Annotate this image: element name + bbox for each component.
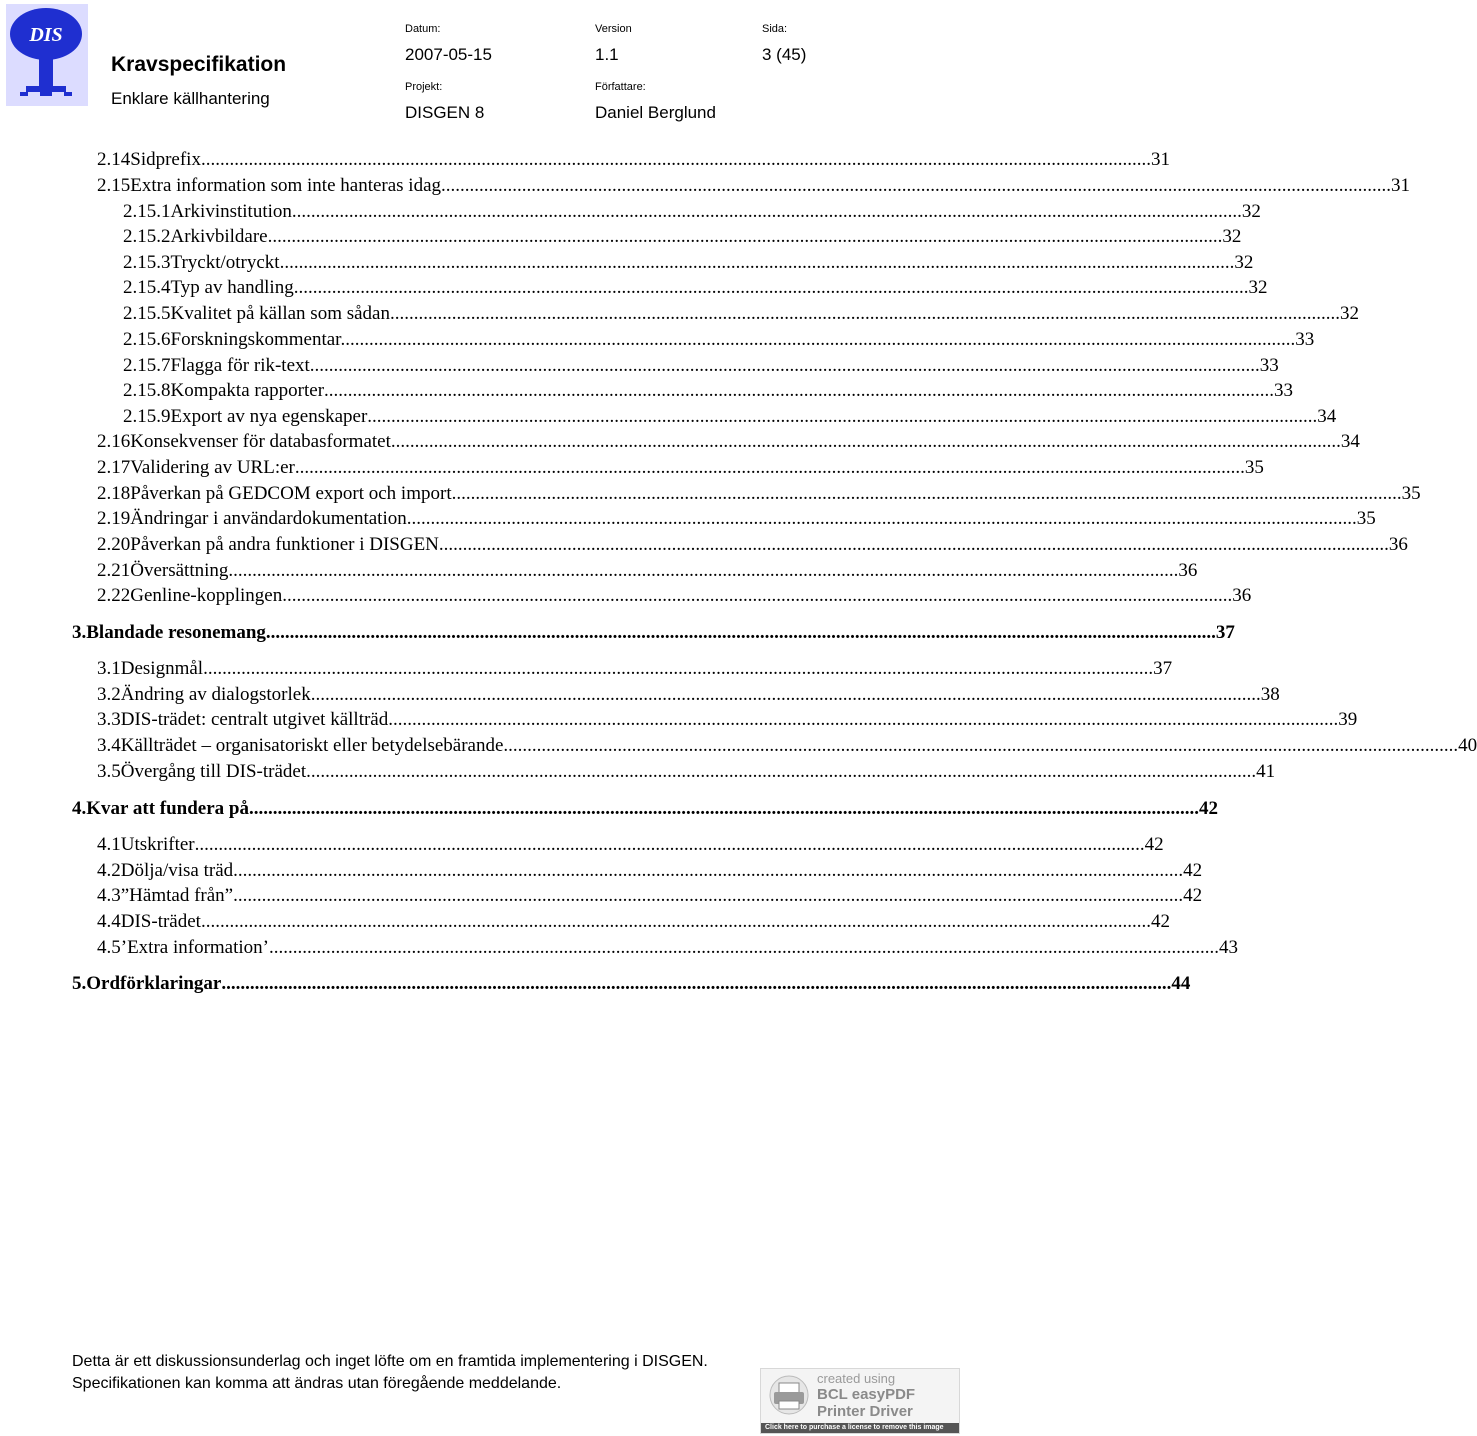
toc-leader-dots: ........................................................................................................................................................................................................	[294, 457, 1245, 478]
toc-entry-number: 3.	[72, 622, 87, 643]
toc-entry[interactable]	[97, 534, 1408, 556]
toc-entry-number: 2.15.4	[123, 277, 171, 298]
footer-disclaimer-line1: Detta är ett diskussionsunderlag och inget löfte om en framtida implementering i DISGEN.	[72, 1353, 708, 1370]
toc-entry-title: Påverkan på andra funktioner i DISGEN	[130, 534, 439, 555]
toc-entry-page: 36	[1232, 585, 1252, 606]
toc-entry-title: Konsekvenser för databasformatet	[130, 431, 391, 452]
toc-entry-page: 42	[1150, 911, 1170, 932]
toc-entry-page: 42	[1183, 860, 1203, 881]
toc-entry[interactable]	[97, 431, 1360, 453]
toc-entry-number: 4.	[72, 798, 87, 819]
toc-entry-title: Kvar att fundera på	[86, 798, 249, 819]
toc-leader-dots: ........................................................................................................................................................................................................	[203, 658, 1154, 679]
toc-leader-dots: ........................................................................................................................................................................................................	[441, 175, 1392, 196]
toc-entry[interactable]	[72, 622, 1235, 644]
toc-entry-title: Ändring av dialogstorlek	[120, 684, 311, 705]
author-value: Daniel Berglund	[595, 103, 716, 122]
toc-leader-dots: ........................................................................................................................................................................................................	[390, 431, 1341, 452]
toc-entry[interactable]	[72, 973, 1191, 995]
toc-entry[interactable]	[97, 149, 1170, 171]
author-label: Författare:	[595, 81, 646, 93]
toc-entry-page: 42	[1198, 798, 1218, 819]
toc-entry-number: 2.15.3	[123, 252, 171, 273]
toc-entry-number: 2.19	[97, 508, 131, 529]
toc-entry-page: 33	[1274, 380, 1294, 401]
toc-entry-page: 39	[1338, 709, 1358, 730]
toc-entry-title: DIS-trädet: centralt utgivet källträd	[120, 709, 389, 730]
printer-icon	[767, 1375, 811, 1415]
badge-purchase-bar[interactable]	[761, 1423, 959, 1433]
toc-leader-dots: ........................................................................................................................................................................................................	[508, 735, 1459, 756]
toc-entry-title: Arkivbildare.	[170, 226, 273, 247]
logo-text: DIS	[29, 24, 63, 46]
toc-entry[interactable]	[123, 380, 1294, 402]
toc-entry[interactable]	[97, 834, 1164, 856]
toc-entry-title: ”Hämtad från”	[120, 885, 234, 906]
toc-entry-page: 35	[1356, 508, 1376, 529]
toc-entry-title: Övergång till DIS-trädet	[120, 761, 307, 782]
toc-entry-number: 3.4	[97, 735, 121, 756]
project-label: Projekt:	[405, 81, 443, 93]
toc-leader-dots: ........................................................................................................................................................................................................	[228, 560, 1179, 581]
toc-leader-dots: ........................................................................................................................................................................................................	[200, 149, 1151, 170]
toc-entry[interactable]	[97, 457, 1264, 479]
toc-entry-page: 42	[1183, 885, 1203, 906]
toc-leader-dots: ........................................................................................................................................................................................................	[388, 709, 1339, 730]
toc-leader-dots: ........................................................................................................................................................................................................	[345, 329, 1296, 350]
footer-disclaimer-line2: Specifikationen kan komma att ändras utan föregående meddelande.	[72, 1375, 562, 1392]
toc-entry-number: 2.15.6	[123, 329, 171, 350]
toc-entry[interactable]	[97, 684, 1280, 706]
toc-entry-number: 2.20	[97, 534, 131, 555]
toc-entry-title: Översättning	[130, 560, 229, 581]
toc-entry[interactable]	[123, 406, 1337, 428]
toc-entry-title: Utskrifter	[120, 834, 195, 855]
toc-entry-number: 2.15.5	[123, 303, 171, 324]
toc-entry-page: 32	[1340, 303, 1359, 324]
toc-leader-dots: ........................................................................................................................................................................................................	[233, 860, 1184, 881]
toc-entry[interactable]	[97, 761, 1276, 783]
toc-entry-title: Kompakta rapporter	[170, 380, 325, 401]
toc-entry-page: 33	[1295, 329, 1315, 350]
date-label: Datum:	[405, 23, 441, 35]
toc-entry[interactable]	[97, 735, 1477, 757]
toc-entry-page: 38	[1260, 684, 1280, 705]
badge-line3: Printer Driver	[817, 1403, 913, 1420]
toc-entry[interactable]	[72, 798, 1218, 820]
toc-leader-dots: ........................................................................................................................................................................................................	[265, 622, 1216, 643]
toc-entry-page: 41	[1256, 761, 1276, 782]
toc-entry-number: 2.15.9	[123, 406, 171, 427]
toc-entry-number: 2.15	[97, 175, 131, 196]
toc-entry[interactable]	[97, 911, 1170, 933]
toc-entry-page: 43	[1219, 937, 1239, 958]
toc-entry-number: 3.5	[97, 761, 121, 782]
toc-entry-title: Genline-kopplingen	[130, 585, 283, 606]
toc-entry-page: 32	[1222, 226, 1242, 247]
toc-entry-number: 2.17	[97, 457, 131, 478]
toc-entry-title: Sidprefix	[130, 149, 201, 170]
toc-entry[interactable]	[97, 175, 1411, 197]
toc-entry-number: 4.2	[97, 860, 121, 881]
toc-leader-dots: ........................................................................................................................................................................................................	[248, 798, 1199, 819]
toc-leader-dots: ........................................................................................................................................................................................................	[194, 834, 1145, 855]
toc-leader-dots: ........................................................................................................................................................................................................	[306, 761, 1257, 782]
document-title: Kravspecifikation	[111, 53, 287, 76]
toc-entry-page: 34	[1317, 406, 1337, 427]
toc-entry-page: 32	[1234, 252, 1254, 273]
toc-entry[interactable]	[97, 658, 1173, 680]
toc-entry-number: 2.22	[97, 585, 131, 606]
toc-entry-page: 32	[1248, 277, 1268, 298]
toc-entry[interactable]	[97, 860, 1203, 882]
toc-entry-page: 31	[1150, 149, 1170, 170]
date-value: 2007-05-15	[405, 45, 492, 64]
toc-entry-number: 4.3	[97, 885, 121, 906]
toc-entry-title: Källträdet – organisatoriskt eller betydelsebärande.	[120, 735, 509, 756]
toc-entry-page: 34	[1340, 431, 1360, 452]
toc-entry[interactable]	[123, 355, 1279, 377]
badge-line2: BCL easyPDF	[817, 1386, 916, 1403]
toc-entry-title: ’Extra information’	[120, 937, 270, 958]
toc-entry-title: Designmål	[120, 658, 204, 679]
toc-entry[interactable]	[97, 508, 1376, 530]
toc-leader-dots: ........................................................................................................................................................................................................	[282, 585, 1233, 606]
toc-entry-page: 42	[1144, 834, 1164, 855]
toc-entry-title: Validering av URL:er	[130, 457, 295, 478]
toc-entry-page: 36	[1178, 560, 1198, 581]
toc-entry-title: Blandade resonemang	[86, 622, 266, 643]
toc-entry-page: 36	[1388, 534, 1408, 555]
toc-entry[interactable]	[97, 560, 1198, 582]
toc-entry-page: 33	[1259, 355, 1279, 376]
toc-entry-number: 4.5	[97, 937, 121, 958]
toc-leader-dots: ........................................................................................................................................................................................................	[390, 303, 1340, 324]
toc-entry-title: Arkivinstitution	[170, 201, 292, 222]
toc-entry-number: 3.1	[97, 658, 121, 679]
version-label: Version	[595, 23, 632, 35]
toc-entry-title: Extra information som inte hanteras idag	[130, 175, 442, 196]
toc-entry[interactable]	[123, 226, 1242, 248]
document-subtitle: Enklare källhantering	[111, 89, 270, 108]
toc-leader-dots: ........................................................................................................................................................................................................	[310, 684, 1261, 705]
toc-entry[interactable]	[123, 303, 1359, 325]
toc-entry-number: 2.15.1	[123, 201, 171, 222]
toc-leader-dots: ........................................................................................................................................................................................................	[291, 201, 1242, 222]
toc-entry-number: 3.3	[97, 709, 121, 730]
toc-entry[interactable]	[123, 201, 1261, 223]
toc-entry-page: 37	[1153, 658, 1173, 679]
toc-leader-dots: ........................................................................................................................................................................................................	[284, 252, 1235, 273]
toc-entry[interactable]	[123, 277, 1268, 299]
toc-entry-title: Dölja/visa träd	[120, 860, 234, 881]
project-value: DISGEN 8	[405, 103, 485, 122]
toc-leader-dots: ........................................................................................................................................................................................................	[367, 406, 1318, 427]
toc-leader-dots: ........................................................................................................................................................................................................	[221, 973, 1172, 994]
badge-line1: created using	[817, 1371, 896, 1386]
toc-entry-title: Tryckt/otryckt.	[170, 252, 285, 273]
toc-entry-title: Påverkan på GEDCOM export och import	[130, 483, 452, 504]
toc-leader-dots: ........................................................................................................................................................................................................	[272, 226, 1223, 247]
toc-entry[interactable]	[97, 937, 1239, 959]
toc-entry-title: Ordförklaringar	[86, 973, 222, 994]
toc-leader-dots: ........................................................................................................................................................................................................	[451, 483, 1402, 504]
toc-entry-title: DIS-trädet	[120, 911, 201, 932]
toc-leader-dots: ........................................................................................................................................................................................................	[298, 277, 1249, 298]
toc-entry-page: 44	[1171, 973, 1191, 994]
pdf-creator-badge[interactable]	[760, 1368, 960, 1434]
toc-entry-number: 2.21	[97, 560, 131, 581]
toc-entry[interactable]	[97, 885, 1203, 907]
toc-entry-title: Kvalitet på källan som sådan	[170, 303, 390, 324]
toc-entry-page: 35	[1244, 457, 1264, 478]
toc-entry-number: 2.16	[97, 431, 131, 452]
page-label: Sida:	[762, 23, 788, 35]
toc-entry-page: 35	[1401, 483, 1421, 504]
toc-leader-dots: ........................................................................................................................................................................................................	[324, 380, 1275, 401]
toc-entry-title: Typ av handling.	[170, 277, 299, 298]
page-value: 3 (45)	[762, 45, 807, 64]
toc-leader-dots: ........................................................................................................................................................................................................	[438, 534, 1389, 555]
toc-entry[interactable]	[97, 483, 1421, 505]
toc-entry[interactable]	[123, 329, 1315, 351]
toc-entry-title: Forskningskommentar.	[170, 329, 346, 350]
toc-entry[interactable]	[97, 709, 1358, 731]
toc-leader-dots: ........................................................................................................................................................................................................	[406, 508, 1357, 529]
toc-entry-number: 5.	[72, 973, 87, 994]
toc-entry-number: 2.14	[97, 149, 131, 170]
toc-entry-title: Export av nya egenskaper	[170, 406, 368, 427]
toc-entry-number: 3.2	[97, 684, 121, 705]
toc-entry-number: 2.18	[97, 483, 131, 504]
toc-entry-page: 40	[1458, 735, 1477, 756]
toc-entry[interactable]	[123, 252, 1254, 274]
toc-entry-title: Flagga för rik-text	[170, 355, 310, 376]
toc-entry-number: 4.1	[97, 834, 121, 855]
toc-entry-number: 4.4	[97, 911, 121, 932]
toc-entry[interactable]	[97, 585, 1252, 607]
toc-leader-dots: ........................................................................................................................................................................................................	[309, 355, 1260, 376]
toc-entry-number: 2.15.8	[123, 380, 171, 401]
badge-purchase-text: Click here to purchase a license to remove this image	[765, 1424, 944, 1431]
toc-leader-dots: ........................................................................................................................................................................................................	[200, 911, 1151, 932]
toc-entry-title: Ändringar i användardokumentation	[130, 508, 407, 529]
dis-logo	[6, 4, 88, 106]
version-value: 1.1	[595, 45, 619, 64]
toc-entry-number: 2.15.2	[123, 226, 171, 247]
toc-leader-dots: ........................................................................................................................................................................................................	[233, 885, 1184, 906]
toc-entry-page: 31	[1391, 175, 1411, 196]
toc-leader-dots: ........................................................................................................................................................................................................	[269, 937, 1220, 958]
toc-entry-number: 2.15.7	[123, 355, 171, 376]
toc-entry-page: 32	[1241, 201, 1261, 222]
toc-entry-page: 37	[1215, 622, 1235, 643]
